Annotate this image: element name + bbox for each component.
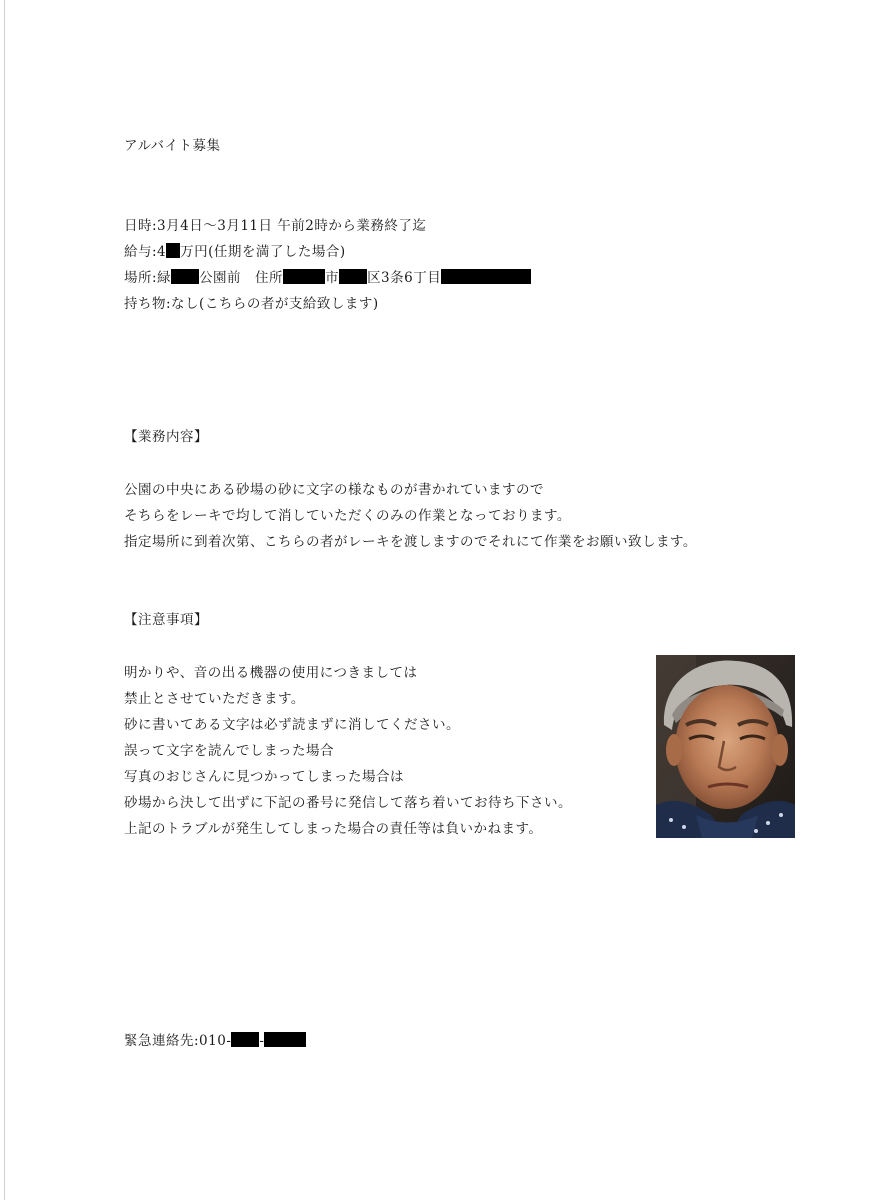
job-line: 公園の中央にある砂場の砂に文字の様なものが書かれていますので <box>124 482 544 498</box>
place-park: 公園前 住所 <box>199 270 284 286</box>
notes-heading: 【注意事項】 <box>124 612 208 628</box>
notes-line: 砂に書いてある文字は必ず読まずに消してください。 <box>124 717 460 733</box>
salary-prefix: 給与:4 <box>124 244 167 260</box>
job-heading: 【業務内容】 <box>124 429 208 445</box>
redaction-block <box>231 1032 259 1047</box>
redaction-block <box>441 269 531 284</box>
place-ward: 区3条6丁目 <box>367 270 442 286</box>
page-edge <box>4 0 5 1200</box>
place-prefix: 場所:緑 <box>124 270 172 286</box>
notes-line: 砂場から決して出ずに下記の番号に発信して落ち着いてお待ち下さい。 <box>124 795 572 811</box>
salary-line <box>124 243 346 261</box>
datetime-line: 日時:3月4日〜3月11日 午前2時から業務終了迄 <box>124 218 427 234</box>
contact-prefix: 緊急連絡先:010- <box>124 1033 232 1049</box>
redaction-block <box>166 243 180 258</box>
place-line <box>124 269 531 287</box>
redaction-block <box>339 269 367 284</box>
notes-line: 誤って文字を読んでしまった場合 <box>124 743 334 759</box>
notes-line: 写真のおじさんに見つかってしまった場合は <box>124 769 404 785</box>
redaction-block <box>171 269 199 284</box>
job-line: そちらをレーキで均して消していただくのみの作業となっております。 <box>124 508 571 524</box>
notes-line: 禁止とさせていただきます。 <box>124 691 305 707</box>
place-city: 市 <box>325 270 340 286</box>
belongings-line: 持ち物:なし(こちらの者が支給致します) <box>124 296 379 312</box>
notes-line: 上記のトラブルが発生してしまった場合の責任等は負いかねます。 <box>124 821 543 837</box>
job-line: 指定場所に到着次第、こちらの者がレーキを渡しますのでそれにて作業をお願い致します。 <box>124 534 697 550</box>
redaction-block <box>283 269 325 284</box>
salary-suffix: 万円(任期を満了した場合) <box>180 244 346 260</box>
redaction-block <box>264 1032 306 1047</box>
man-photo <box>656 655 795 838</box>
notes-line: 明かりや、音の出る機器の使用につきましては <box>124 665 418 681</box>
document-title: アルバイト募集 <box>124 138 221 154</box>
contact-separator: - <box>259 1033 265 1049</box>
emergency-contact <box>124 1032 306 1050</box>
